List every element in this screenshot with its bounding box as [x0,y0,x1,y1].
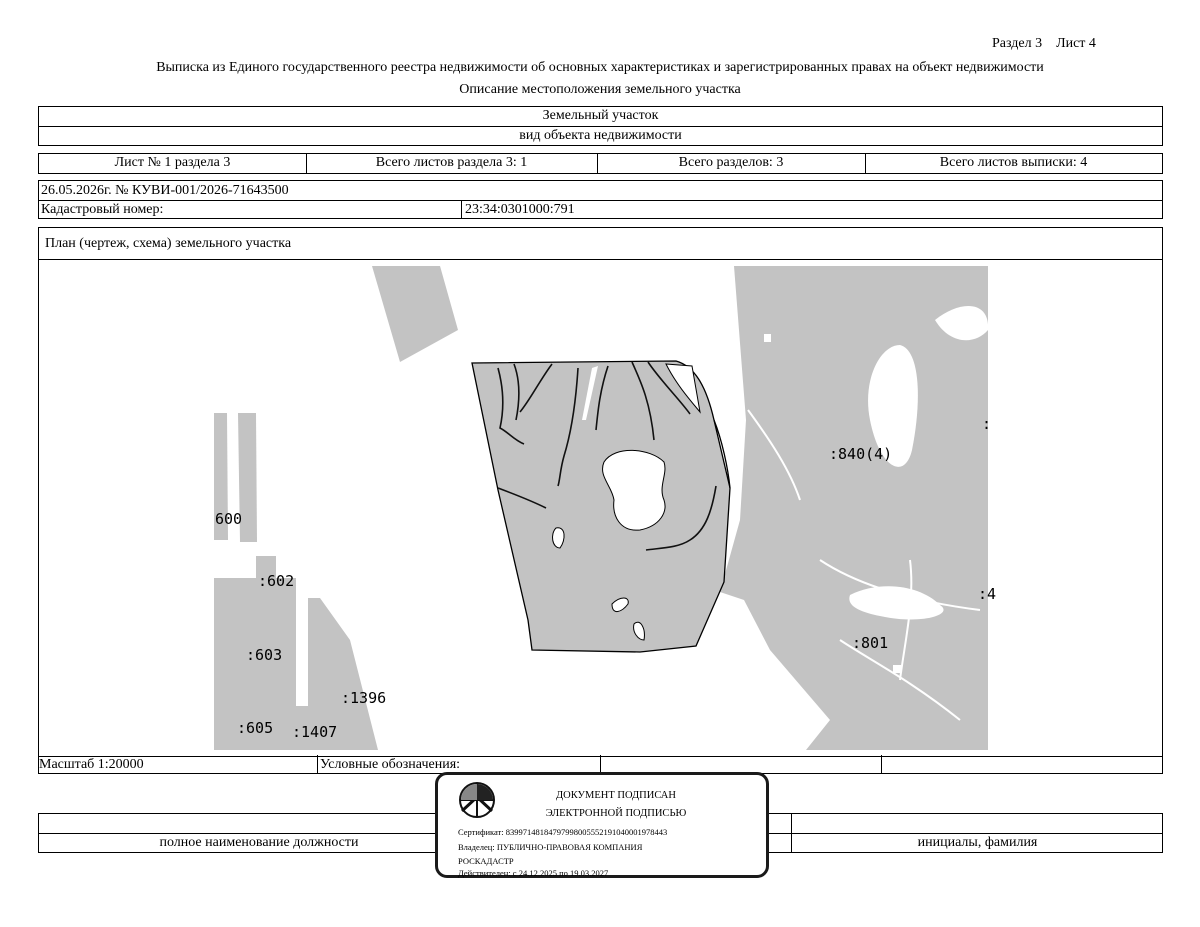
object-name: Земельный участок [542,108,659,123]
parcel-north [372,266,458,362]
label-edge-b: :4 [978,585,997,603]
record-date-number: 26.05.2026г. № КУВИ-001/2026-71643500 [41,183,289,198]
document-subtitle: Описание местоположения земельного участка [459,82,741,97]
label-801: :801 [852,634,889,652]
e-signature-stamp [435,772,769,878]
stamp-certificate: Сертификат: 839971481847979980055521910400019784​43 [458,827,668,837]
label-600: 600 [215,510,243,528]
section-sheet-label: Раздел 3 Лист 4 [992,36,1096,51]
total-sheets-extract: Всего листов выписки: 4 [939,155,1088,170]
stamp-line2: ЭЛЕКТРОННОЙ ПОДПИСЬЮ [545,808,687,819]
position-caption: полное наименование должности [159,835,359,850]
object-kind-label: вид объекта недвижимости [519,128,682,143]
label-1407: :1407 [292,723,338,741]
stamp-line1: ДОКУМЕНТ ПОДПИСАН [556,790,676,801]
name-caption: инициалы, фамилия [917,835,1038,850]
stamp-owner: Владелец: ПУБЛИЧНО-ПРАВОВАЯ КОМПАНИЯ [458,842,643,852]
stamp-valid: Действителен: с 24.12.2025 по 19.03.2027 [458,868,609,878]
label-edge-a: : [982,415,992,433]
legend-label: Условные обозначения: [320,757,461,772]
document-title: Выписка из Единого государственного реестра недвижимости об основных характеристиках и зарегистрированных правах на объект недвижимости [156,60,1044,75]
label-605: :605 [237,719,274,737]
parcel-840 [720,266,988,750]
plan-heading: План (чертеж, схема) земельного участка [45,236,292,251]
scale-label: Масштаб 1:20000 [39,757,144,772]
label-603: :603 [246,646,283,664]
total-sections: Всего разделов: 3 [678,155,784,170]
label-1396: :1396 [341,689,387,707]
parcel-main [472,361,730,652]
total-sheets-section: Всего листов раздела 3: 1 [375,155,528,170]
label-602: :602 [258,572,295,590]
label-840: :840(4) [829,445,893,463]
stamp-owner2: РОСКАДАСТР [458,856,514,866]
cadastral-value: 23:34:0301000:791 [465,202,575,217]
cadastral-label: Кадастровый номер: [41,202,164,217]
sheet-number: Лист № 1 раздела 3 [114,155,231,170]
